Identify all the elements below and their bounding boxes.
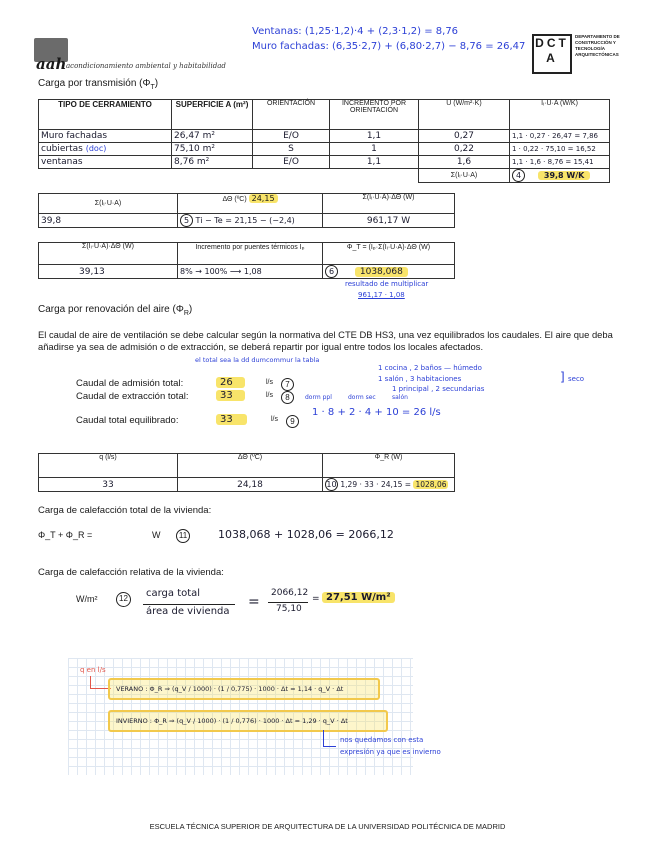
circle-12: 12 [116,592,131,607]
note-list-2: 1 salón , 3 habitaciones [378,375,462,383]
aah-logo-subtitle: acondicionamiento ambiental y habitabilidad [66,62,226,70]
th-orientacion: ORIENTACIÓN [253,100,330,130]
invierno-box: INVIERNO : Φ_R ⇒ (q_V / 1000) · (1 / 0,776) · 1000 · Δt = 1,29 · q_V · Δt [108,710,388,732]
circle-9: 9 [286,415,299,428]
empty-cell [330,169,419,183]
fraction-denominator: área de vivienda [146,606,230,617]
cell-total-value [510,169,610,183]
th-puentes: Incremento por puentes térmicos Iₚ [178,243,323,265]
th-incremento: INCREMENTO POR ORIENTACIÓN [330,100,419,130]
cell-sup-1: 75,10 m² [172,143,253,156]
empty-cell [172,169,253,183]
dept-name: DEPARTAMENTO DE CONSTRUCCIÓN Y TECNOLOGÍA ARQUITECTÓNICAS [575,34,620,57]
extraccion-value: 33 [216,390,245,401]
circle-8: 8 [281,391,294,404]
fraction-numerator: carga total [146,588,201,599]
table-delta-theta [38,193,455,228]
cell-phi-r [323,478,455,492]
cell-puentes: 8% → 100% ⟶ 1,08 [178,265,323,279]
phi-r-highlight: 1028,06 [415,480,447,489]
aah-logo-text: aah [36,55,67,73]
verano-box: VERANO : Φ_R ⇒ (q_V / 1000) · (1 / 0,775) · 1000 · Δt = 1,14 · q_V · Δt [108,678,380,700]
fraction-bar [143,604,235,605]
extraccion-label: Caudal de extracción total: [76,391,189,402]
unit-relativa: W/m² [76,594,98,604]
cell-iua-0: 1,1 · 0,27 · 26,47 = 7,86 [510,130,610,143]
note-bracket: ] [560,370,565,384]
title-sub: R [183,310,189,317]
blue-arrow [323,730,336,747]
cell-phi-t [323,265,455,279]
paragraph-caudal: El caudal de aire de ventilación se debe calcular según la normativa del CTE DB HS3, una vez equilibrados los caudales. El aire que deba añadirse ya sea de admisión o de extracción, se deberá repartir por igual entre todos los locales afectados. [38,329,613,352]
admision-value: 26 [216,377,245,388]
th-tipo: TIPO DE CERRAMIENTO [39,100,172,130]
note-multiplicar-calc: 961,17 · 1,08 [358,291,405,299]
row-equilibrado [76,415,316,429]
th-q: q (l/s) [39,454,178,478]
circle-4: 4 [512,169,525,182]
delta-note: 24,15 [249,194,278,203]
note-list-1: 1 cocina , 2 baños — húmedo [378,364,482,372]
th-delta [178,194,323,214]
cell-tipo-2: ventanas [39,156,172,169]
th-iua: Iᵢ·U·A (W/K) [510,100,610,130]
equals-sign: = [248,594,260,610]
th-phi-r: Φ_R (W) [323,454,455,478]
cell-u-2: 1,6 [419,156,510,169]
equals-sign-2: = [312,594,320,604]
circle-6: 6 [325,265,338,278]
note-salon: salón [392,394,408,401]
cell-u-1: 0,22 [419,143,510,156]
result-relativa: 27,51 W/m² [322,592,395,603]
row-admision [76,378,306,392]
circle-11: 11 [176,529,190,543]
phi-t-highlight: 1038,068 [355,267,408,277]
cell-total-label: Σ(Iᵢ·U·A) [419,169,510,183]
handwritten-note-muro: Muro fachadas: (6,35·2,7) + (6,80·2,7) − 8,76 = 26,47 [252,41,526,52]
row-extraccion [76,391,306,405]
handwritten-note-ventanas: Ventanas: (1,25·1,2)·4 + (2,3·1,2) = 8,76 [252,26,459,37]
cell-tipo-1 [39,143,172,156]
value-total: 1038,068 + 1028,06 = 2066,12 [218,528,394,541]
table-phi-t [38,242,455,279]
cell-suma: 39,8 [39,214,178,228]
table-transmision [38,99,610,183]
cell-suma-2: 39,13 [39,265,178,279]
cell-iua-1: 1 · 0,22 · 75,10 = 16,52 [510,143,610,156]
note-seco: seco [568,375,585,383]
cubiertas-note: (doc) [85,144,107,153]
comment-line1: nos quedamos con esta [340,736,424,744]
cell-ori-1: S [253,143,330,156]
equilibrado-value: 33 [216,414,247,425]
cell-inc-0: 1,1 [330,130,419,143]
title-text: Carga por renovación del aire (Φ [38,304,184,315]
note-multiplicar: resultado de multiplicar [345,280,429,288]
th-delta-text: ΔΘ (ºC) [222,196,247,203]
admision-unit: l/s [266,379,273,386]
section-title-relativa: Carga de calefacción relativa de la vivienda: [38,567,224,578]
value-fraction-bar [268,602,308,603]
section-title-renovacion [38,304,192,317]
note-tabla: el total sea la dd dumcommur la tabla [195,356,320,364]
cell-u-0: 0,27 [419,130,510,143]
table-phi-r [38,453,455,492]
phi-r-formula: 1,29 · 33 · 24,15 = [340,480,414,489]
equilibrado-label: Caudal total equilibrado: [76,415,179,426]
extraccion-unit: l/s [266,392,273,399]
notes-grid-paper [68,658,441,775]
dcta-logo: DCTA [532,34,572,74]
unit-total: W [152,530,161,540]
empty-cell [253,169,330,183]
title-end: ) [188,304,193,315]
cell-q: 33 [39,478,178,492]
admision-label: Caudal de admisión total: [76,378,184,389]
th-suma-delta-2: Σ(Iᵢ·U·A)·ΔΘ (W) [39,243,178,265]
cell-sup-2: 8,76 m² [172,156,253,169]
cell-ori-2: E/O [253,156,330,169]
total-value-highlight: 39,8 W/K [538,171,590,180]
cell-ori-0: E/O [253,130,330,143]
section-title-transmision [38,78,158,91]
circle-10: 10 [326,480,337,489]
th-superficie: SUPERFICIE A (m²) [172,100,253,130]
title-text: Carga por transmisión (Φ [38,78,151,89]
cell-inc-2: 1,1 [330,156,419,169]
th-u: U (W/m²·K) [419,100,510,130]
q-tag: q en l/s [80,666,106,674]
value-denominator: 75,10 [276,604,302,614]
th-suma-delta: Σ(Iᵢ·U·A)·ΔΘ (W) [323,194,455,214]
title-sub: T [150,84,155,91]
cell-delta [178,214,323,228]
cubiertas-text: cubiertas [41,144,83,154]
cell-iua-2: 1,1 · 1,6 · 8,76 = 15,41 [510,156,610,169]
footer-text: ESCUELA TÉCNICA SUPERIOR DE ARQUITECTURA DE LA UNIVERSIDAD POLITÉCNICA DE MADRID [149,822,506,831]
cell-suma-delta: 961,17 W [323,214,455,228]
cell-tipo-0: Muro fachadas [39,130,172,143]
circle-5: 5 [180,214,193,227]
empty-cell [39,169,172,183]
comment-line2: expresión ya que es invierno [340,748,441,756]
note-dorm-sec: dorm sec [348,394,376,401]
equilibrado-unit: l/s [271,416,278,423]
note-list-3: 1 principal , 2 secundarias [392,385,485,393]
cell-delta-r: 24,18 [178,478,323,492]
title-end: ) [154,78,159,89]
th-delta-r: ΔΘ (ºC) [178,454,323,478]
value-numerator: 2066,12 [271,588,309,598]
cell-sup-0: 26,47 m² [172,130,253,143]
note-dorm-ppl: dorm ppl [305,394,332,401]
circle-7: 7 [281,378,294,391]
cell-inc-1: 1 [330,143,419,156]
delta-value: Ti − Te = 21,15 − (−2,4) [195,216,295,225]
formula-total: Φ_T + Φ_R = [38,530,93,540]
th-phi-t: Φ_T = (Iₚ·Σ(Iᵢ·U·A)·ΔΘ (W) [323,243,455,265]
section-title-total: Carga de calefacción total de la vivienda: [38,505,212,516]
note-sum: 1 · 8 + 2 · 4 + 10 = 26 l/s [312,407,441,418]
th-suma: Σ(Iᵢ·U·A) [39,194,178,214]
